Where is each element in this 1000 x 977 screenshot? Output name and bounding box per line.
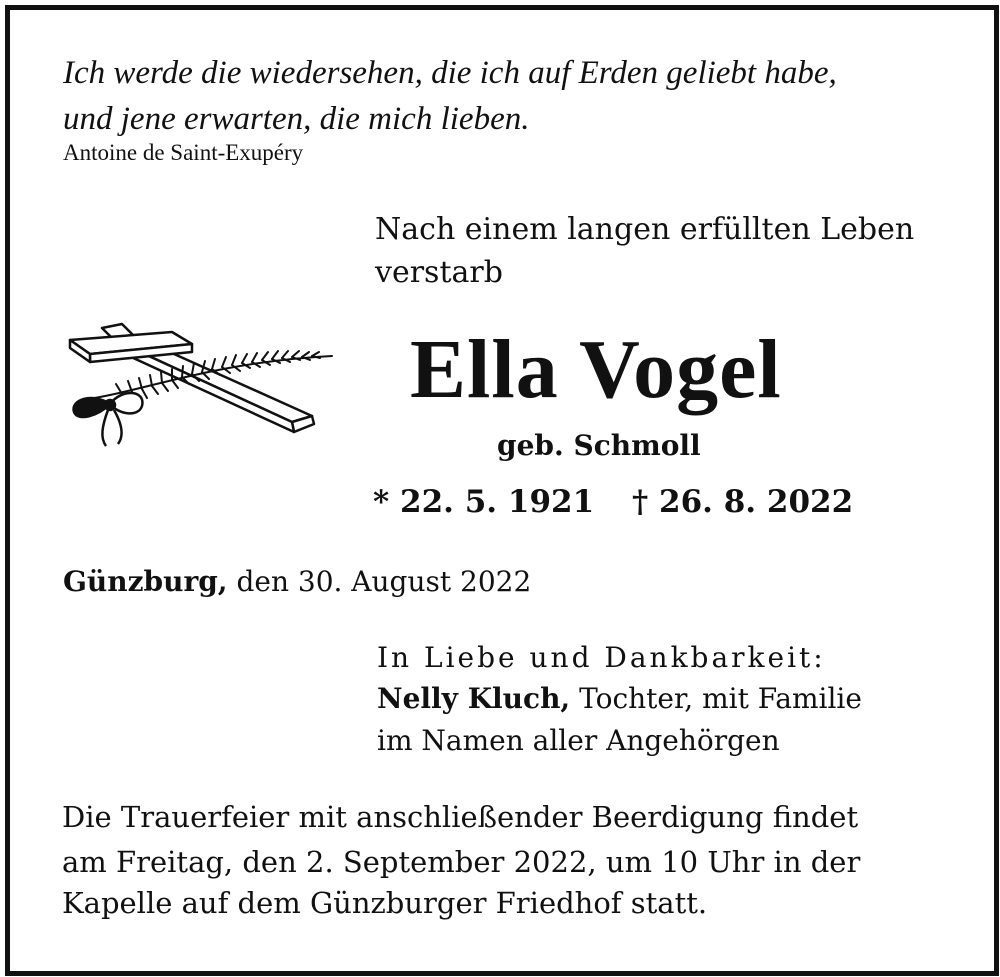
- quote-line-2: und jene erwarten, die mich lieben.: [63, 101, 530, 137]
- place-date-line: [63, 562, 531, 602]
- mourner-name: Nelly Kluch,: [377, 682, 571, 715]
- quote-author: Antoine de Saint-Exupéry: [63, 140, 304, 165]
- place-name: Günzburg,: [63, 565, 228, 598]
- funeral-line-3: Kapelle auf dem Günzburger Friedhof statt.: [62, 886, 708, 920]
- funeral-line-2: am Freitag, den 2. September 2022, um 10 Uhr in der: [62, 845, 861, 879]
- cross-with-palm-branch-icon: [62, 322, 342, 452]
- mourner-line: [377, 682, 862, 715]
- intro-line-1: Nach einem langen erfüllten Leben: [375, 212, 915, 247]
- announcement-date: den 30. August 2022: [227, 565, 532, 598]
- deceased-name: Ella Vogel: [410, 323, 782, 416]
- birth-date: * 22. 5. 1921: [373, 484, 595, 520]
- mourner-family-line: im Namen aller Angehörgen: [377, 724, 780, 757]
- thanks-heading: In Liebe und Dankbarkeit:: [377, 641, 826, 674]
- funeral-line-1: Die Trauerfeier mit anschließender Beerdigung findet: [62, 800, 859, 834]
- mourner-relation: Tochter, mit Familie: [570, 682, 862, 715]
- death-date: † 26. 8. 2022: [632, 484, 854, 520]
- intro-line-2: verstarb: [375, 255, 503, 290]
- maiden-name: geb. Schmoll: [497, 429, 701, 462]
- quote-line-1: Ich werde die wiedersehen, die ich auf Erden geliebt habe,: [63, 55, 837, 91]
